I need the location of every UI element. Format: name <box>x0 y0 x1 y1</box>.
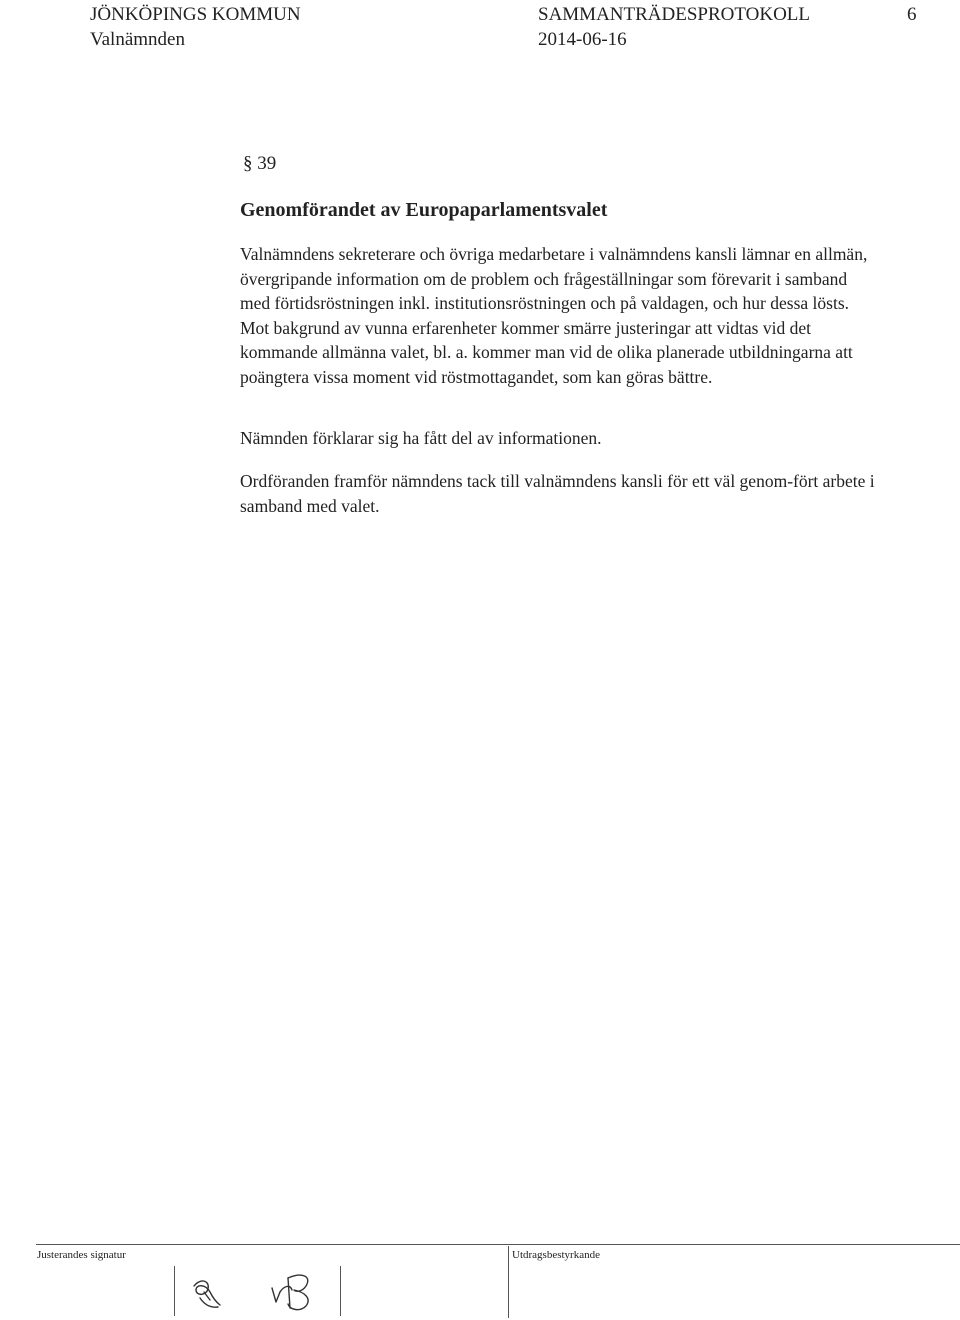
section-title: Genomförandet av Europaparlamentsvalet <box>240 199 608 221</box>
handwritten-initials <box>180 1262 340 1320</box>
paragraph-number: § 39 <box>243 153 277 174</box>
page-number: 6 <box>907 4 917 25</box>
signature-box-right-border <box>340 1266 341 1316</box>
body-paragraph-decision: Nämnden förklarar sig ha fått del av informationen. <box>240 428 602 448</box>
body-paragraph-information: Valnämndens sekreterare och övriga medarbetare i valnämndens kansli lämnar en allmän, övergripande information om de problem och frågeställningar som förevarit i samband med förtidsröstningen inkl. institutionsröstningen och på valdagen, och hur dessa lösts. Mot bakgrund av vunna erfarenheter kommer smärre justeringar att vidtas vid det kommande allmänna valet, bl. a. kommer man vid de olika planerade utbildningarna att poängtera vissa moment vid röstmottagandet, som kan göras bättre. <box>240 244 868 387</box>
extract-certification-label: Utdragsbestyrkande <box>512 1249 600 1261</box>
footer-column-divider <box>508 1246 509 1318</box>
document-type: SAMMANTRÄDESPROTOKOLL <box>538 4 811 25</box>
committee-name: Valnämnden <box>90 29 185 50</box>
footer-divider <box>36 1244 960 1245</box>
signature-box-left-border <box>174 1266 175 1316</box>
body-paragraph-thanks: Ordföranden framför nämndens tack till valnämndens kansli för ett väl genom-fört arbete i samband med valet. <box>240 471 875 516</box>
organization-name: JÖNKÖPINGS KOMMUN <box>90 4 301 25</box>
signature-label: Justerandes signatur <box>37 1249 126 1261</box>
meeting-date: 2014-06-16 <box>538 29 627 50</box>
